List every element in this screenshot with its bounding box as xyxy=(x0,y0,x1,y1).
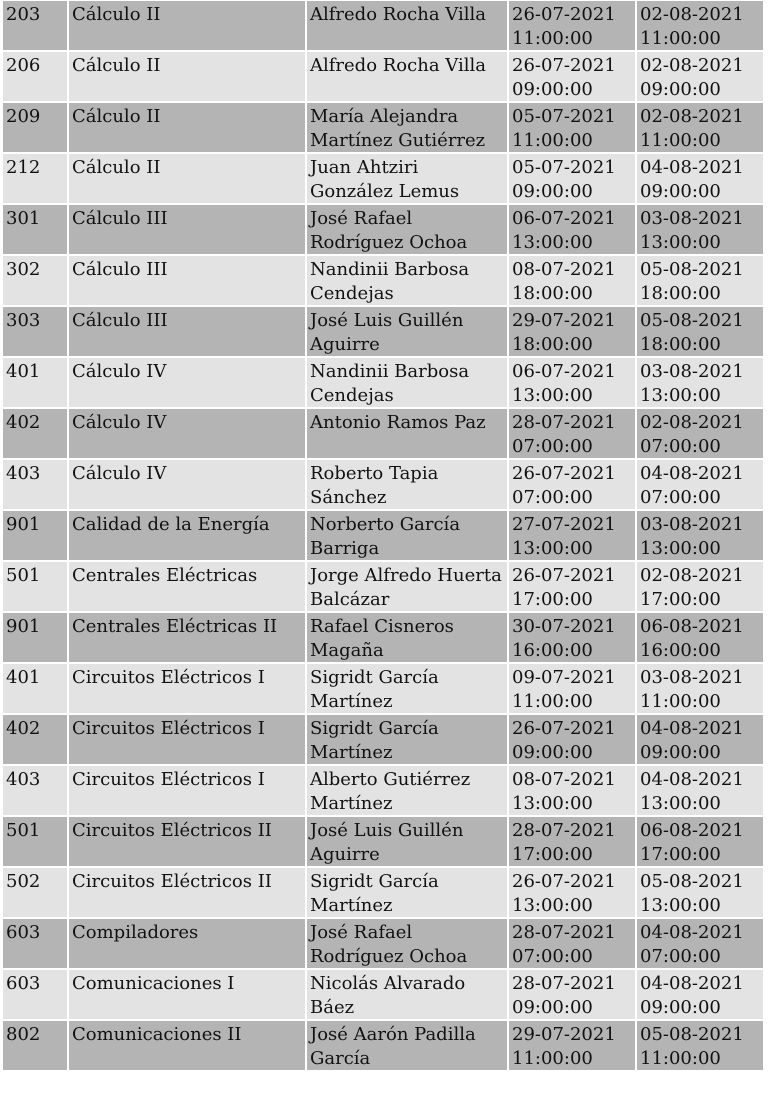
table-row xyxy=(3,307,763,358)
professor-cell xyxy=(307,1021,507,1072)
start-date: 06-07-2021 xyxy=(512,361,616,382)
start-cell xyxy=(509,409,635,460)
professor-cell xyxy=(307,1,507,52)
end-date: 04-08-2021 xyxy=(640,157,744,178)
end-time: 07:00:00 xyxy=(640,486,721,508)
subject-name: Cálculo IV xyxy=(72,361,167,382)
subject-name: Circuitos Eléctricos II xyxy=(72,820,272,841)
table-row xyxy=(3,715,763,766)
group-cell xyxy=(3,256,67,307)
table-row xyxy=(3,970,763,1021)
start-date: 08-07-2021 xyxy=(512,769,616,790)
end-date: 02-08-2021 xyxy=(640,106,744,127)
professor-cell xyxy=(307,613,507,664)
table-row xyxy=(3,1021,763,1072)
group-number: 206 xyxy=(6,55,41,76)
end-date: 03-08-2021 xyxy=(640,361,744,382)
group-number: 501 xyxy=(6,565,41,586)
professor-cell xyxy=(307,154,507,205)
end-cell xyxy=(637,307,763,358)
subject-cell xyxy=(69,154,305,205)
schedule-table xyxy=(1,1,765,1072)
start-cell xyxy=(509,205,635,256)
subject-name: Cálculo III xyxy=(72,310,168,331)
subject-cell xyxy=(69,715,305,766)
group-number: 603 xyxy=(6,973,41,994)
table-row xyxy=(3,868,763,919)
end-cell xyxy=(637,409,763,460)
subject-name: Cálculo II xyxy=(72,157,161,178)
professor-name: Roberto Tapia Sánchez xyxy=(310,463,439,508)
table-row xyxy=(3,613,763,664)
professor-cell xyxy=(307,307,507,358)
end-date: 04-08-2021 xyxy=(640,769,744,790)
end-cell xyxy=(637,460,763,511)
start-cell xyxy=(509,154,635,205)
end-date: 03-08-2021 xyxy=(640,667,744,688)
end-cell xyxy=(637,868,763,919)
start-time: 09:00:00 xyxy=(512,741,593,763)
subject-cell xyxy=(69,766,305,817)
start-date: 08-07-2021 xyxy=(512,259,616,280)
group-cell xyxy=(3,562,67,613)
end-date: 04-08-2021 xyxy=(640,463,744,484)
end-time: 18:00:00 xyxy=(640,282,721,304)
professor-name: Rafael Cisneros Magaña xyxy=(310,616,454,661)
end-time: 11:00:00 xyxy=(640,129,721,151)
subject-name: Circuitos Eléctricos I xyxy=(72,718,265,739)
schedule-body xyxy=(3,1,763,1072)
professor-name: Nandinii Barbosa Cendejas xyxy=(310,259,470,304)
table-row xyxy=(3,358,763,409)
end-date: 03-08-2021 xyxy=(640,514,744,535)
end-time: 16:00:00 xyxy=(640,639,721,661)
start-time: 11:00:00 xyxy=(512,129,593,151)
start-date: 26-07-2021 xyxy=(512,4,616,25)
start-time: 09:00:00 xyxy=(512,78,593,100)
end-time: 11:00:00 xyxy=(640,27,721,49)
professor-name: José Rafael Rodríguez Ochoa xyxy=(310,208,468,253)
start-cell xyxy=(509,256,635,307)
end-date: 06-08-2021 xyxy=(640,820,744,841)
table-row xyxy=(3,205,763,256)
professor-name: Antonio Ramos Paz xyxy=(310,412,486,433)
end-date: 04-08-2021 xyxy=(640,718,744,739)
start-time: 13:00:00 xyxy=(512,231,593,253)
group-cell xyxy=(3,103,67,154)
table-row xyxy=(3,919,763,970)
professor-name: Sigridt García Martínez xyxy=(310,667,439,712)
subject-name: Comunicaciones II xyxy=(72,1024,242,1045)
start-cell xyxy=(509,664,635,715)
table-row xyxy=(3,817,763,868)
end-time: 09:00:00 xyxy=(640,741,721,763)
group-number: 302 xyxy=(6,259,41,280)
start-time: 13:00:00 xyxy=(512,894,593,916)
subject-name: Comunicaciones I xyxy=(72,973,235,994)
professor-cell xyxy=(307,919,507,970)
start-time: 09:00:00 xyxy=(512,996,593,1018)
end-time: 13:00:00 xyxy=(640,231,721,253)
group-cell xyxy=(3,358,67,409)
subject-name: Cálculo II xyxy=(72,55,161,76)
group-number: 402 xyxy=(6,718,41,739)
group-cell xyxy=(3,664,67,715)
subject-cell xyxy=(69,868,305,919)
professor-cell xyxy=(307,409,507,460)
group-number: 502 xyxy=(6,871,41,892)
subject-name: Calidad de la Energía xyxy=(72,514,270,535)
end-time: 07:00:00 xyxy=(640,435,721,457)
end-cell xyxy=(637,613,763,664)
group-cell xyxy=(3,307,67,358)
group-number: 301 xyxy=(6,208,41,229)
group-cell xyxy=(3,52,67,103)
subject-name: Circuitos Eléctricos I xyxy=(72,667,265,688)
professor-name: Sigridt García Martínez xyxy=(310,718,439,763)
end-time: 13:00:00 xyxy=(640,384,721,406)
subject-name: Cálculo III xyxy=(72,208,168,229)
subject-cell xyxy=(69,1021,305,1072)
start-date: 26-07-2021 xyxy=(512,565,616,586)
start-cell xyxy=(509,868,635,919)
start-cell xyxy=(509,817,635,868)
end-date: 04-08-2021 xyxy=(640,922,744,943)
start-cell xyxy=(509,613,635,664)
start-date: 09-07-2021 xyxy=(512,667,616,688)
professor-name: Nicolás Alvarado Báez xyxy=(310,973,466,1018)
professor-name: María Alejandra Martínez Gutiérrez xyxy=(310,106,486,151)
group-number: 303 xyxy=(6,310,41,331)
subject-cell xyxy=(69,205,305,256)
table-row xyxy=(3,103,763,154)
start-cell xyxy=(509,1,635,52)
subject-cell xyxy=(69,358,305,409)
group-cell xyxy=(3,511,67,562)
professor-cell xyxy=(307,562,507,613)
professor-name: Alberto Gutiérrez Martínez xyxy=(310,769,471,814)
end-cell xyxy=(637,562,763,613)
professor-name: José Luis Guillén Aguirre xyxy=(310,310,464,355)
subject-name: Compiladores xyxy=(72,922,199,943)
group-cell xyxy=(3,970,67,1021)
professor-name: Nandinii Barbosa Cendejas xyxy=(310,361,470,406)
subject-cell xyxy=(69,307,305,358)
group-number: 209 xyxy=(6,106,41,127)
group-cell xyxy=(3,460,67,511)
subject-name: Cálculo IV xyxy=(72,412,167,433)
end-cell xyxy=(637,970,763,1021)
start-time: 13:00:00 xyxy=(512,792,593,814)
end-date: 02-08-2021 xyxy=(640,412,744,433)
start-cell xyxy=(509,307,635,358)
start-cell xyxy=(509,919,635,970)
professor-cell xyxy=(307,256,507,307)
end-cell xyxy=(637,1,763,52)
end-cell xyxy=(637,103,763,154)
start-date: 28-07-2021 xyxy=(512,973,616,994)
group-cell xyxy=(3,715,67,766)
end-time: 09:00:00 xyxy=(640,180,721,202)
end-date: 03-08-2021 xyxy=(640,208,744,229)
start-time: 17:00:00 xyxy=(512,588,593,610)
professor-cell xyxy=(307,103,507,154)
start-time: 18:00:00 xyxy=(512,282,593,304)
professor-cell xyxy=(307,715,507,766)
professor-cell xyxy=(307,868,507,919)
end-date: 05-08-2021 xyxy=(640,871,744,892)
subject-cell xyxy=(69,613,305,664)
start-date: 29-07-2021 xyxy=(512,310,616,331)
table-row xyxy=(3,409,763,460)
group-number: 901 xyxy=(6,616,41,637)
end-cell xyxy=(637,154,763,205)
group-cell xyxy=(3,817,67,868)
group-number: 901 xyxy=(6,514,41,535)
end-cell xyxy=(637,358,763,409)
start-time: 17:00:00 xyxy=(512,843,593,865)
end-cell xyxy=(637,817,763,868)
end-time: 13:00:00 xyxy=(640,537,721,559)
subject-name: Cálculo IV xyxy=(72,463,167,484)
professor-cell xyxy=(307,205,507,256)
start-cell xyxy=(509,52,635,103)
group-number: 501 xyxy=(6,820,41,841)
start-time: 16:00:00 xyxy=(512,639,593,661)
professor-name: José Aarón Padilla García xyxy=(310,1024,476,1069)
end-cell xyxy=(637,919,763,970)
start-time: 13:00:00 xyxy=(512,384,593,406)
subject-cell xyxy=(69,460,305,511)
subject-cell xyxy=(69,409,305,460)
end-time: 09:00:00 xyxy=(640,996,721,1018)
group-number: 403 xyxy=(6,463,41,484)
end-date: 05-08-2021 xyxy=(640,310,744,331)
end-date: 02-08-2021 xyxy=(640,565,744,586)
table-row xyxy=(3,511,763,562)
end-cell xyxy=(637,664,763,715)
subject-cell xyxy=(69,256,305,307)
start-time: 11:00:00 xyxy=(512,690,593,712)
group-number: 212 xyxy=(6,157,41,178)
subject-cell xyxy=(69,919,305,970)
professor-cell xyxy=(307,970,507,1021)
start-date: 28-07-2021 xyxy=(512,820,616,841)
professor-cell xyxy=(307,52,507,103)
start-cell xyxy=(509,766,635,817)
group-cell xyxy=(3,409,67,460)
professor-name: José Rafael Rodríguez Ochoa xyxy=(310,922,468,967)
start-cell xyxy=(509,511,635,562)
start-date: 28-07-2021 xyxy=(512,922,616,943)
group-cell xyxy=(3,1,67,52)
group-cell xyxy=(3,154,67,205)
group-number: 403 xyxy=(6,769,41,790)
end-cell xyxy=(637,766,763,817)
start-time: 07:00:00 xyxy=(512,486,593,508)
start-time: 11:00:00 xyxy=(512,1047,593,1069)
end-cell xyxy=(637,715,763,766)
table-row xyxy=(3,460,763,511)
group-cell xyxy=(3,766,67,817)
end-date: 06-08-2021 xyxy=(640,616,744,637)
start-cell xyxy=(509,715,635,766)
professor-name: Alfredo Rocha Villa xyxy=(310,55,486,76)
subject-cell xyxy=(69,1,305,52)
start-date: 29-07-2021 xyxy=(512,1024,616,1045)
subject-cell xyxy=(69,103,305,154)
start-cell xyxy=(509,460,635,511)
professor-name: Jorge Alfredo Huerta Balcázar xyxy=(310,565,502,610)
end-date: 02-08-2021 xyxy=(640,4,744,25)
end-cell xyxy=(637,1021,763,1072)
professor-name: José Luis Guillén Aguirre xyxy=(310,820,464,865)
professor-cell xyxy=(307,817,507,868)
end-cell xyxy=(637,205,763,256)
end-date: 04-08-2021 xyxy=(640,973,744,994)
professor-name: Sigridt García Martínez xyxy=(310,871,439,916)
professor-name: Norberto García Barriga xyxy=(310,514,461,559)
start-date: 05-07-2021 xyxy=(512,157,616,178)
subject-cell xyxy=(69,817,305,868)
start-date: 27-07-2021 xyxy=(512,514,616,535)
end-date: 05-08-2021 xyxy=(640,259,744,280)
table-row xyxy=(3,562,763,613)
start-time: 07:00:00 xyxy=(512,945,593,967)
start-cell xyxy=(509,970,635,1021)
subject-name: Cálculo II xyxy=(72,106,161,127)
end-cell xyxy=(637,256,763,307)
professor-cell xyxy=(307,511,507,562)
start-cell xyxy=(509,562,635,613)
end-date: 05-08-2021 xyxy=(640,1024,744,1045)
table-row xyxy=(3,664,763,715)
group-cell xyxy=(3,919,67,970)
professor-cell xyxy=(307,766,507,817)
start-time: 11:00:00 xyxy=(512,27,593,49)
professor-cell xyxy=(307,460,507,511)
start-date: 06-07-2021 xyxy=(512,208,616,229)
subject-cell xyxy=(69,970,305,1021)
start-date: 28-07-2021 xyxy=(512,412,616,433)
group-cell xyxy=(3,205,67,256)
end-date: 02-08-2021 xyxy=(640,55,744,76)
end-cell xyxy=(637,52,763,103)
start-time: 18:00:00 xyxy=(512,333,593,355)
end-time: 13:00:00 xyxy=(640,894,721,916)
professor-cell xyxy=(307,664,507,715)
end-time: 07:00:00 xyxy=(640,945,721,967)
subject-name: Cálculo II xyxy=(72,4,161,25)
start-cell xyxy=(509,1021,635,1072)
subject-name: Circuitos Eléctricos I xyxy=(72,769,265,790)
start-time: 09:00:00 xyxy=(512,180,593,202)
professor-name: Alfredo Rocha Villa xyxy=(310,4,486,25)
group-number: 401 xyxy=(6,667,41,688)
group-number: 802 xyxy=(6,1024,41,1045)
subject-name: Centrales Eléctricas II xyxy=(72,616,278,637)
start-time: 07:00:00 xyxy=(512,435,593,457)
end-time: 17:00:00 xyxy=(640,588,721,610)
subject-name: Centrales Eléctricas xyxy=(72,565,258,586)
end-time: 11:00:00 xyxy=(640,690,721,712)
subject-name: Circuitos Eléctricos II xyxy=(72,871,272,892)
group-cell xyxy=(3,868,67,919)
group-number: 401 xyxy=(6,361,41,382)
start-date: 26-07-2021 xyxy=(512,718,616,739)
end-time: 17:00:00 xyxy=(640,843,721,865)
group-cell xyxy=(3,1021,67,1072)
table-row xyxy=(3,1,763,52)
group-cell xyxy=(3,613,67,664)
table-row xyxy=(3,256,763,307)
start-date: 26-07-2021 xyxy=(512,55,616,76)
start-date: 26-07-2021 xyxy=(512,871,616,892)
end-time: 09:00:00 xyxy=(640,78,721,100)
subject-cell xyxy=(69,562,305,613)
end-cell xyxy=(637,511,763,562)
start-date: 30-07-2021 xyxy=(512,616,616,637)
subject-cell xyxy=(69,664,305,715)
start-date: 26-07-2021 xyxy=(512,463,616,484)
table-row xyxy=(3,766,763,817)
start-cell xyxy=(509,103,635,154)
subject-cell xyxy=(69,511,305,562)
end-time: 13:00:00 xyxy=(640,792,721,814)
group-number: 203 xyxy=(6,4,41,25)
subject-cell xyxy=(69,52,305,103)
end-time: 11:00:00 xyxy=(640,1047,721,1069)
subject-name: Cálculo III xyxy=(72,259,168,280)
group-number: 603 xyxy=(6,922,41,943)
table-row xyxy=(3,154,763,205)
start-date: 05-07-2021 xyxy=(512,106,616,127)
professor-name: Juan Ahtziri González Lemus xyxy=(310,157,460,202)
group-number: 402 xyxy=(6,412,41,433)
start-cell xyxy=(509,358,635,409)
end-time: 18:00:00 xyxy=(640,333,721,355)
start-time: 13:00:00 xyxy=(512,537,593,559)
professor-cell xyxy=(307,358,507,409)
table-row xyxy=(3,52,763,103)
